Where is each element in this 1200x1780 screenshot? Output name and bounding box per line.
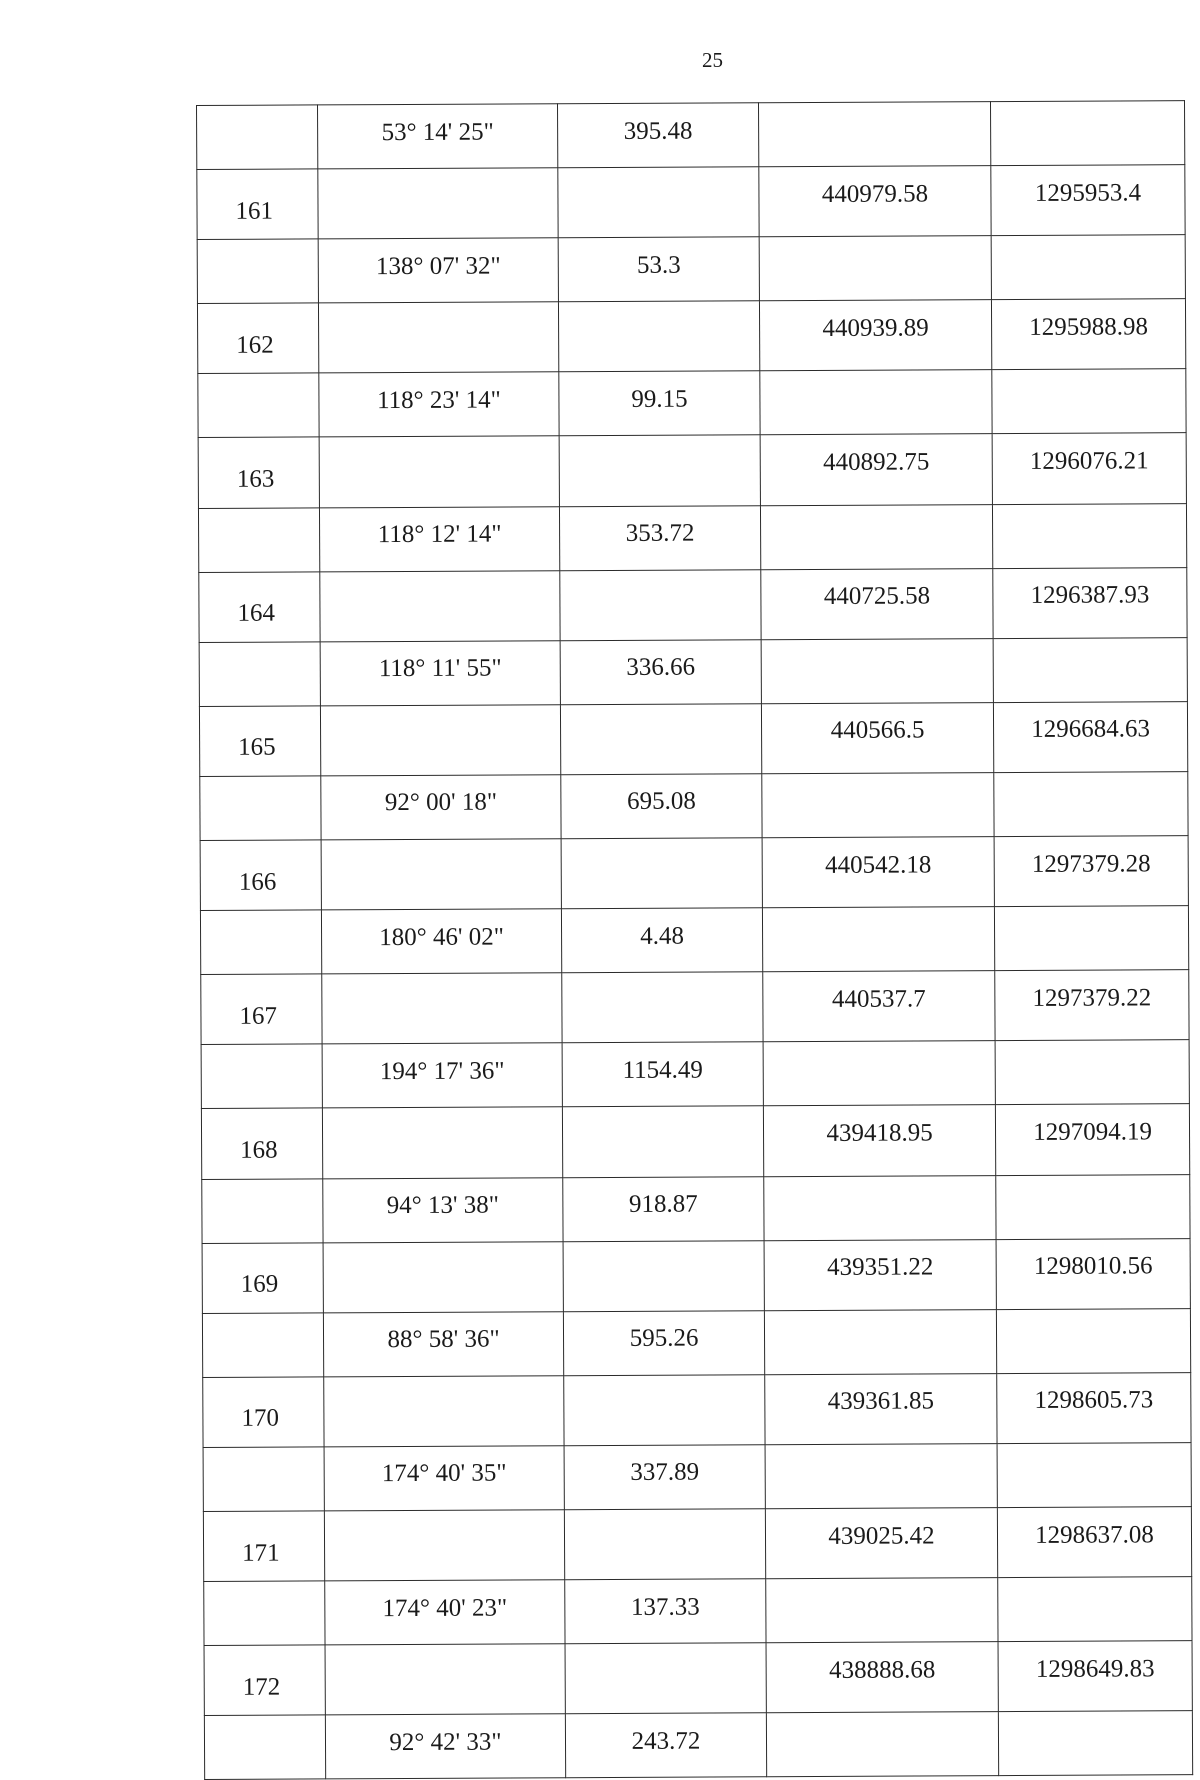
station-row (201, 1104, 1189, 1179)
northing-cell (762, 907, 994, 972)
point-number-cell (204, 1715, 325, 1780)
point-number-cell: 171 (203, 1511, 324, 1582)
northing-cell: 439361.85 (765, 1373, 997, 1444)
northing-cell: 440542.18 (762, 837, 994, 908)
point-number-cell (197, 239, 318, 304)
station-row (203, 1507, 1191, 1582)
segment-row (200, 772, 1188, 841)
bearing-cell: 88° 58' 36" (323, 1311, 563, 1376)
northing-cell (762, 773, 994, 838)
point-number-cell (202, 1178, 323, 1243)
northing-cell: 439351.22 (764, 1239, 996, 1310)
point-number-cell: 167 (201, 974, 322, 1045)
station-row (203, 1372, 1191, 1447)
distance-cell (558, 301, 759, 372)
easting-cell: 1296387.93 (993, 567, 1187, 638)
easting-cell: 1297379.22 (995, 970, 1189, 1041)
distance-cell (559, 435, 760, 506)
point-number-cell: 164 (199, 572, 320, 643)
station-row (202, 1238, 1190, 1313)
easting-cell (998, 1577, 1192, 1642)
point-number-cell (203, 1447, 324, 1512)
northing-cell (761, 638, 993, 703)
bearing-cell: 174° 40' 35" (324, 1446, 564, 1511)
easting-cell (994, 906, 1188, 971)
distance-cell: 918.87 (563, 1176, 764, 1241)
distance-cell (563, 1240, 764, 1311)
segment-row (204, 1577, 1192, 1646)
easting-cell: 1298010.56 (996, 1238, 1190, 1309)
distance-cell (564, 1375, 765, 1446)
bearing-cell (323, 1241, 563, 1312)
distance-cell (560, 704, 761, 775)
northing-cell (766, 1712, 998, 1777)
point-number-cell (199, 642, 320, 707)
bearing-cell: 92° 00' 18" (321, 775, 561, 840)
northing-cell (764, 1309, 996, 1374)
easting-cell (993, 637, 1187, 702)
bearing-cell: 92° 42' 33" (325, 1714, 565, 1779)
segment-row (200, 906, 1188, 975)
point-number-cell: 163 (198, 437, 319, 508)
northing-cell: 440892.75 (760, 434, 992, 505)
distance-cell: 337.89 (564, 1445, 765, 1510)
easting-cell (996, 1174, 1190, 1239)
northing-cell: 440939.89 (759, 300, 991, 371)
bearing-cell: 94° 13' 38" (323, 1177, 563, 1242)
segment-row (204, 1711, 1192, 1780)
point-number-cell (200, 776, 321, 841)
northing-cell (764, 1175, 996, 1240)
distance-cell: 353.72 (559, 505, 760, 570)
easting-cell: 1296076.21 (992, 433, 1186, 504)
easting-cell: 1297094.19 (995, 1104, 1189, 1175)
distance-cell (558, 167, 759, 238)
northing-cell: 438888.68 (766, 1642, 998, 1713)
distance-cell (562, 972, 763, 1043)
segment-row (202, 1174, 1190, 1243)
distance-cell (561, 838, 762, 909)
bearing-cell (322, 973, 562, 1044)
bearing-cell (318, 302, 558, 373)
point-number-cell: 165 (199, 706, 320, 777)
bearing-cell: 118° 23' 14" (319, 372, 559, 437)
bearing-cell: 180° 46' 02" (321, 909, 561, 974)
easting-cell (998, 1711, 1192, 1776)
bearing-cell: 118° 11' 55" (320, 640, 560, 705)
distance-cell: 137.33 (565, 1579, 766, 1644)
point-number-cell (198, 373, 319, 438)
point-number-cell: 162 (197, 303, 318, 374)
northing-cell: 439418.95 (763, 1105, 995, 1176)
station-row (198, 433, 1186, 508)
point-number-cell (202, 1313, 323, 1378)
distance-cell (564, 1509, 765, 1580)
point-number-cell (198, 507, 319, 572)
distance-cell (562, 1106, 763, 1177)
station-row (197, 299, 1185, 374)
segment-row (202, 1308, 1190, 1377)
bearing-cell: 138° 07' 32" (318, 238, 558, 303)
survey-coordinates-table (196, 100, 1193, 1780)
northing-cell (759, 236, 991, 301)
distance-cell: 99.15 (559, 371, 760, 436)
segment-row (198, 369, 1186, 438)
survey-table-container (196, 100, 1192, 1780)
easting-cell (996, 1308, 1190, 1373)
northing-cell (758, 102, 990, 167)
easting-cell: 1297379.28 (994, 836, 1188, 907)
easting-cell: 1296684.63 (993, 702, 1187, 773)
segment-row (199, 637, 1187, 706)
station-row (199, 567, 1187, 642)
easting-cell (997, 1443, 1191, 1508)
bearing-cell (324, 1375, 564, 1446)
segment-row (197, 235, 1185, 304)
page-number: 25 (702, 48, 723, 72)
northing-cell (766, 1578, 998, 1643)
point-number-cell (204, 1581, 325, 1646)
bearing-cell (321, 839, 561, 910)
easting-cell: 1295953.4 (991, 165, 1185, 236)
easting-cell: 1298649.83 (998, 1641, 1192, 1712)
easting-cell (990, 101, 1184, 166)
segment-row (203, 1443, 1191, 1512)
station-row (201, 970, 1189, 1045)
point-number-cell: 168 (201, 1108, 322, 1179)
northing-cell (765, 1443, 997, 1508)
easting-cell: 1295988.98 (991, 299, 1185, 370)
station-row (199, 702, 1187, 777)
easting-cell: 1298605.73 (997, 1372, 1191, 1443)
segment-row (198, 503, 1186, 572)
northing-cell: 439025.42 (765, 1508, 997, 1579)
northing-cell: 440725.58 (761, 568, 993, 639)
point-number-cell: 169 (202, 1242, 323, 1313)
bearing-cell (319, 436, 559, 507)
distance-cell: 595.26 (563, 1310, 764, 1375)
segment-row (201, 1040, 1189, 1109)
distance-cell (560, 569, 761, 640)
northing-cell: 440979.58 (759, 166, 991, 237)
bearing-cell (318, 168, 558, 239)
distance-cell: 4.48 (561, 908, 762, 973)
bearing-cell: 174° 40' 23" (325, 1580, 565, 1645)
distance-cell: 336.66 (560, 639, 761, 704)
easting-cell: 1298637.08 (997, 1507, 1191, 1578)
bearing-cell: 118° 12' 14" (319, 506, 559, 571)
distance-cell (565, 1643, 766, 1714)
bearing-cell (324, 1510, 564, 1581)
station-row (204, 1641, 1192, 1716)
distance-cell: 53.3 (558, 237, 759, 302)
segment-row (197, 101, 1185, 170)
point-number-cell (197, 105, 318, 170)
northing-cell: 440537.7 (763, 971, 995, 1042)
distance-cell: 1154.49 (562, 1042, 763, 1107)
bearing-cell (320, 705, 560, 776)
distance-cell: 243.72 (565, 1713, 766, 1778)
easting-cell (992, 503, 1186, 568)
bearing-cell: 194° 17' 36" (322, 1043, 562, 1108)
distance-cell: 695.08 (561, 774, 762, 839)
easting-cell (994, 772, 1188, 837)
station-row (200, 836, 1188, 911)
point-number-cell (200, 910, 321, 975)
distance-cell: 395.48 (557, 103, 758, 168)
point-number-cell: 170 (203, 1377, 324, 1448)
bearing-cell: 53° 14' 25" (318, 104, 558, 169)
point-number-cell: 166 (200, 840, 321, 911)
easting-cell (992, 369, 1186, 434)
northing-cell (760, 370, 992, 435)
northing-cell (760, 504, 992, 569)
point-number-cell: 161 (197, 169, 318, 240)
point-number-cell (201, 1044, 322, 1109)
northing-cell: 440566.5 (761, 702, 993, 773)
northing-cell (763, 1041, 995, 1106)
easting-cell (991, 235, 1185, 300)
table-body (197, 101, 1193, 1780)
bearing-cell (322, 1107, 562, 1178)
easting-cell (995, 1040, 1189, 1105)
bearing-cell (325, 1644, 565, 1715)
point-number-cell: 172 (204, 1645, 325, 1716)
station-row (197, 165, 1185, 240)
bearing-cell (320, 570, 560, 641)
